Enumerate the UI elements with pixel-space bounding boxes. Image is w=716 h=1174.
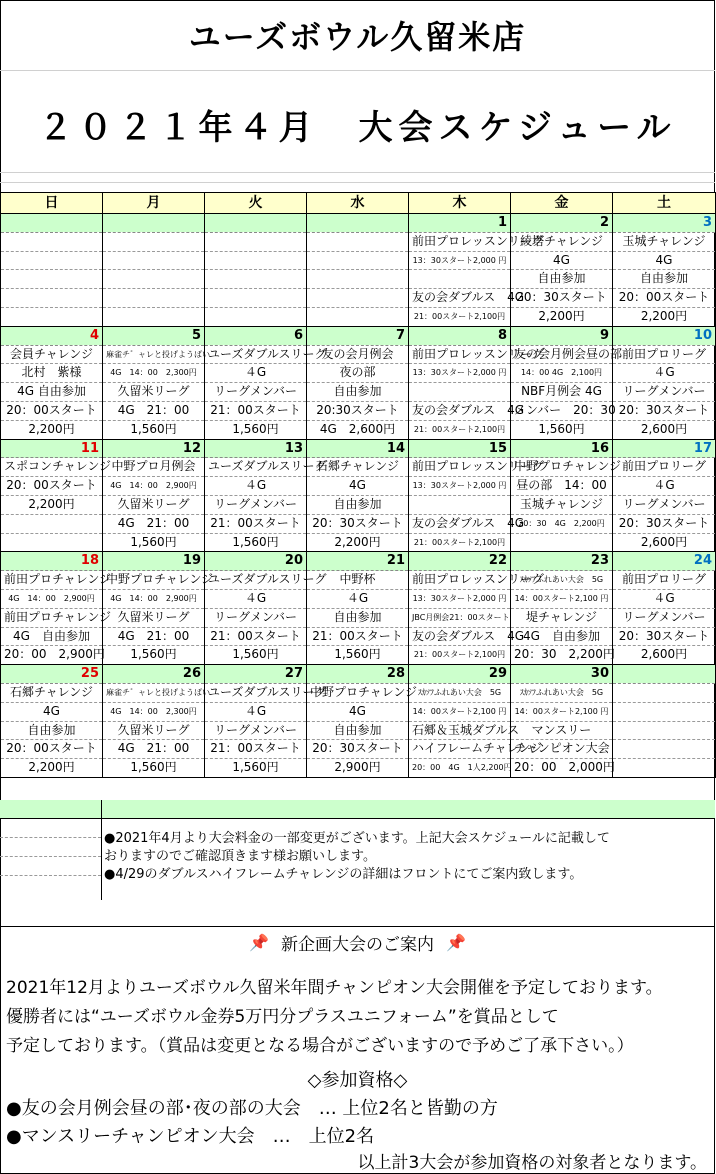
event-cell: 自由参加 xyxy=(307,495,409,514)
event-cell xyxy=(1,251,103,270)
event-cell: ４G xyxy=(613,589,716,608)
event-cell xyxy=(511,533,613,552)
event-cell xyxy=(205,289,307,308)
date-cell: 16 xyxy=(511,439,613,458)
event-cell: 夜の部 xyxy=(307,364,409,383)
date-cell: 12 xyxy=(103,439,205,458)
date-cell: 5 xyxy=(103,326,205,345)
date-cell: 4 xyxy=(1,326,103,345)
date-cell: 13 xyxy=(205,439,307,458)
event-cell: 14：00スタート2,100 円 xyxy=(511,702,613,721)
event-cell xyxy=(409,383,511,402)
date-cell: 30 xyxy=(511,665,613,684)
event-cell: 前田プロレッスンリーグ xyxy=(409,571,511,590)
event-cell: 前田プロチャレンジ xyxy=(1,608,103,627)
event-cell: 20：30スタート xyxy=(307,514,409,533)
event-cell: 20：00スタート xyxy=(1,401,103,420)
event-cell: 前田プロレッスンリーグ xyxy=(409,458,511,477)
event-cell xyxy=(307,270,409,289)
date-cell xyxy=(205,214,307,233)
event-cell xyxy=(409,270,511,289)
event-cell: 会員チャレンジ xyxy=(1,345,103,364)
event-cell: 20：00スタート xyxy=(1,477,103,496)
date-cell: 18 xyxy=(1,552,103,571)
date-cell: 17 xyxy=(613,439,716,458)
event-cell: 自由参加 xyxy=(307,608,409,627)
event-cell: 20：30スタート xyxy=(613,514,716,533)
date-cell: 7 xyxy=(307,326,409,345)
event-cell: 4G 自由参加 xyxy=(511,627,613,646)
event-cell xyxy=(409,495,511,514)
event-cell xyxy=(1,232,103,251)
date-cell: 23 xyxy=(511,552,613,571)
event-cell: 石郷＆玉城ダブルス xyxy=(409,721,511,740)
event-cell: リーグメンバー xyxy=(613,608,716,627)
event-cell: 中野杯 xyxy=(307,571,409,590)
guide-title xyxy=(0,928,715,956)
event-cell: ユーズダブルスリーグ xyxy=(205,683,307,702)
event-cell: 20：30スタート xyxy=(613,627,716,646)
event-cell xyxy=(307,251,409,270)
event-cell xyxy=(307,289,409,308)
event-cell: 1,560円 xyxy=(205,533,307,552)
event-cell xyxy=(205,251,307,270)
event-cell: 中野プロ月例会 xyxy=(103,458,205,477)
event-cell: 14：00 4G 2,100円 xyxy=(511,364,613,383)
event-cell: 4G 14：00 2,900円 xyxy=(103,477,205,496)
event-cell: 友の会ダブルス 4G xyxy=(409,401,511,420)
event-cell: 21：00スタート xyxy=(205,514,307,533)
event-cell: 4G xyxy=(613,251,716,270)
event-cell: 20：00スタート xyxy=(1,740,103,759)
event-cell xyxy=(1,514,103,533)
event-cell: 4G xyxy=(1,702,103,721)
event-cell: 2,900円 xyxy=(307,759,409,778)
guide-line: 優勝者には“ユーズボウル金券5万円分プラスユニフォーム”を賞品として xyxy=(6,1007,559,1027)
event-cell: 20：30スタート xyxy=(511,289,613,308)
event-cell: 前田プロリーグ xyxy=(613,458,716,477)
date-cell xyxy=(307,214,409,233)
event-cell: 友の会ダブルス 4G xyxy=(409,627,511,646)
event-cell: 2,600円 xyxy=(613,420,716,439)
event-cell: 麻雀チ゛ャレと投げようばい xyxy=(103,345,205,364)
date-cell: 22 xyxy=(409,552,511,571)
event-cell: 中野プロチャレンジ xyxy=(307,683,409,702)
date-cell: 9 xyxy=(511,326,613,345)
calendar-table xyxy=(0,192,716,778)
date-cell: 26 xyxy=(103,665,205,684)
event-cell: 1,560円 xyxy=(511,420,613,439)
qualification-item: ●マンスリーチャンピオン大会 … 上位2名 xyxy=(6,1126,375,1147)
date-cell: 10 xyxy=(613,326,716,345)
event-cell: 北村 紫様 xyxy=(1,364,103,383)
date-cell: 20 xyxy=(205,552,307,571)
event-cell xyxy=(103,251,205,270)
divider xyxy=(0,182,715,183)
event-cell: 21：00スタート2,100円 xyxy=(409,420,511,439)
event-cell: 21：00スタート2,100円 xyxy=(409,646,511,665)
qualification-title: ◇参加資格◇ xyxy=(307,1070,408,1091)
event-cell: 前田プロチャレンジ xyxy=(1,571,103,590)
event-cell: 自由参加 xyxy=(1,721,103,740)
event-cell xyxy=(1,307,103,326)
event-cell: 21：00スタート2,100円 xyxy=(409,307,511,326)
event-cell: 2,200円 xyxy=(613,307,716,326)
event-cell: 友の会月例会昼の部 xyxy=(511,345,613,364)
event-cell: 石郷チャレンジ xyxy=(307,458,409,477)
weekday-header: 金 xyxy=(511,193,613,214)
event-cell: 21：00スタート xyxy=(307,627,409,646)
event-cell: 中野プロチャレンジ xyxy=(103,571,205,590)
event-cell xyxy=(1,533,103,552)
event-cell xyxy=(103,307,205,326)
event-cell: NBF月例会 4G xyxy=(511,383,613,402)
event-cell xyxy=(1,270,103,289)
date-cell: 14 xyxy=(307,439,409,458)
event-cell: 友の会月例会 xyxy=(307,345,409,364)
event-cell xyxy=(103,232,205,251)
event-cell: 20：00 4G 1人2,200円 xyxy=(409,759,511,778)
event-cell xyxy=(103,289,205,308)
event-cell: 4G xyxy=(307,702,409,721)
date-cell: 8 xyxy=(409,326,511,345)
event-cell: 2,200円 xyxy=(307,533,409,552)
event-cell: 13：30スタート2,000 円 xyxy=(409,477,511,496)
event-cell: 自由参加 xyxy=(307,383,409,402)
event-cell: 2,200円 xyxy=(1,759,103,778)
event-cell: 1,560円 xyxy=(205,759,307,778)
event-cell: 前田プロリーグ xyxy=(613,345,716,364)
event-cell: 石郷チャレンジ xyxy=(1,683,103,702)
guide-line: 2021年12月よりユーズボウル久留米年間チャンピオン大会開催を予定しております。 xyxy=(6,978,663,998)
event-cell: 4G 14：00 2,900円 xyxy=(1,589,103,608)
date-cell: 25 xyxy=(1,665,103,684)
event-cell xyxy=(613,759,716,778)
event-cell: 久留米リーグ xyxy=(103,608,205,627)
event-cell: ４G xyxy=(205,702,307,721)
weekday-header: 火 xyxy=(205,193,307,214)
event-cell: 14：00スタート2,100 円 xyxy=(511,589,613,608)
store-title: ユーズボウル久留米店 xyxy=(188,18,527,56)
notes-text xyxy=(104,830,714,884)
date-cell: 24 xyxy=(613,552,716,571)
event-cell xyxy=(613,683,716,702)
event-cell xyxy=(307,307,409,326)
event-cell: 4G 21：00 xyxy=(103,740,205,759)
date-cell: 28 xyxy=(307,665,409,684)
event-cell: ４G xyxy=(205,477,307,496)
event-cell: 14：00スタート2,100 円 xyxy=(409,702,511,721)
event-cell: 20：00スタート xyxy=(613,289,716,308)
event-cell: 2,200円 xyxy=(1,495,103,514)
event-cell: 4G 自由参加 xyxy=(1,627,103,646)
event-cell: 4G 14：00 2,300円 xyxy=(103,364,205,383)
guide-line: 予定しております。（賞品は変更となる場合がございますので予めご了承下さい。） xyxy=(6,1036,634,1056)
closing-text: 以上計3大会が参加資格の対象者となります。 xyxy=(357,1153,707,1173)
event-cell: 前田プロレッスンリーグ xyxy=(409,345,511,364)
weekday-header: 日 xyxy=(1,193,103,214)
event-cell: ｽｶｿﾌふれあい大会 5G xyxy=(511,683,613,702)
event-cell: リーグメンバー xyxy=(205,721,307,740)
event-cell: 13：30スタート2,000 円 xyxy=(409,589,511,608)
event-cell: ４G xyxy=(205,589,307,608)
divider xyxy=(0,70,715,71)
event-cell xyxy=(613,702,716,721)
event-cell: 自由参加 xyxy=(613,270,716,289)
event-cell: 2,200円 xyxy=(511,307,613,326)
event-cell: 前田プロレッスンリーグ xyxy=(409,232,511,251)
divider xyxy=(0,926,715,927)
event-cell: 4G 21：00 xyxy=(103,514,205,533)
event-cell xyxy=(205,232,307,251)
event-cell: 4G xyxy=(511,251,613,270)
notes-section xyxy=(0,800,715,900)
date-cell: 3 xyxy=(613,214,716,233)
event-cell: ｽｶｿﾌふれあい大会 5G xyxy=(409,683,511,702)
event-cell: 20：00 2,900円 xyxy=(1,646,103,665)
event-cell: JBC月例会21：00スタート xyxy=(409,608,511,627)
event-cell: 綾塔チャレンジ xyxy=(511,232,613,251)
event-cell: メンバー 20：30 xyxy=(511,401,613,420)
date-cell: 19 xyxy=(103,552,205,571)
event-cell: ユーズダブルスリーグ xyxy=(205,458,307,477)
event-cell: 4G 21：00 xyxy=(103,401,205,420)
event-cell: 昼の部 14：00 xyxy=(511,477,613,496)
event-cell: 前田プロリーグ xyxy=(613,571,716,590)
event-cell: 21：00スタート xyxy=(205,740,307,759)
weekday-header: 月 xyxy=(103,193,205,214)
event-cell: 20：30 4G 2,200円 xyxy=(511,514,613,533)
event-cell: 4G 自由参加 xyxy=(1,383,103,402)
event-cell: スポコンチャレンジ xyxy=(1,458,103,477)
event-cell: ４G xyxy=(205,364,307,383)
event-cell: リーグメンバー xyxy=(205,608,307,627)
event-cell: 1,560円 xyxy=(103,420,205,439)
event-cell: リーグメンバー xyxy=(613,495,716,514)
event-cell: 4G 14：00 2,900円 xyxy=(103,589,205,608)
event-cell: 久留米リーグ xyxy=(103,495,205,514)
date-cell: 11 xyxy=(1,439,103,458)
event-cell: リーグメンバー xyxy=(613,383,716,402)
notes-left-column xyxy=(0,800,102,900)
pushpin-icon: 📌 xyxy=(249,932,269,952)
event-cell: ユーズダブルスリーグ xyxy=(205,571,307,590)
event-cell: 20:30スタート xyxy=(307,401,409,420)
event-cell xyxy=(205,270,307,289)
weekday-header: 土 xyxy=(613,193,716,214)
date-cell: 21 xyxy=(307,552,409,571)
event-cell: 1,560円 xyxy=(205,646,307,665)
event-cell: 20：30 2,200円 xyxy=(511,646,613,665)
event-cell: 玉城チャレンジ xyxy=(511,495,613,514)
date-cell: 27 xyxy=(205,665,307,684)
event-cell: 堤チャレンジ xyxy=(511,608,613,627)
event-cell: 玉城チャレンジ xyxy=(613,232,716,251)
event-cell: 久留米リーグ xyxy=(103,721,205,740)
weekday-header: 水 xyxy=(307,193,409,214)
date-cell: 1 xyxy=(409,214,511,233)
note-line: ●4/29のダブルスハイフレームチャレンジの詳細はフロントにてご案内致します。 xyxy=(104,867,583,882)
event-cell xyxy=(205,307,307,326)
event-cell xyxy=(613,740,716,759)
event-cell: ４G xyxy=(613,477,716,496)
note-line: ●2021年4月より大会料金の一部変更がございます。上記大会スケジュールに記載して xyxy=(104,831,610,846)
event-cell xyxy=(307,232,409,251)
event-cell: ４G xyxy=(613,364,716,383)
event-cell: 13：30スタート2,000 円 xyxy=(409,364,511,383)
event-cell xyxy=(103,270,205,289)
qualification-item: ●友の会月例会昼の部･夜の部の大会 … 上位2名と皆勤の方 xyxy=(6,1098,498,1119)
date-cell xyxy=(1,214,103,233)
event-cell: 1,560円 xyxy=(103,759,205,778)
pushpin-icon: 📌 xyxy=(446,932,466,952)
spacer-row xyxy=(0,800,715,819)
event-cell: リーグメンバー xyxy=(205,495,307,514)
event-cell: ｽｶｿﾌふれあい大会 5G xyxy=(511,571,613,590)
event-cell: 13：30スタート2,000 円 xyxy=(409,251,511,270)
event-cell: 1,560円 xyxy=(205,420,307,439)
event-cell: 4G 2,600円 xyxy=(307,420,409,439)
event-cell: 友の会ダブルス 4G xyxy=(409,514,511,533)
schedule-title: ２０２１年４月 大会スケジュール xyxy=(38,107,677,148)
event-cell: 友の会ダブルス 4G xyxy=(409,289,511,308)
divider xyxy=(0,172,715,173)
event-cell: 久留米リーグ xyxy=(103,383,205,402)
event-cell: 21：00スタート2,100円 xyxy=(409,533,511,552)
note-line: おりますのでご確認頂きます様お願いします。 xyxy=(104,849,376,864)
event-cell xyxy=(1,289,103,308)
date-cell: 6 xyxy=(205,326,307,345)
event-cell: 4G xyxy=(307,477,409,496)
event-cell: 中野プロチャレンジ xyxy=(511,458,613,477)
event-cell: 20：00 2,000円 xyxy=(511,759,613,778)
event-cell: ユーズダブルスリーグ xyxy=(205,345,307,364)
event-cell: 自由参加 xyxy=(307,721,409,740)
event-cell: 21：00スタート xyxy=(205,401,307,420)
event-cell: ４G xyxy=(307,589,409,608)
weekday-header: 木 xyxy=(409,193,511,214)
event-cell: 1,560円 xyxy=(103,533,205,552)
event-cell: 2,600円 xyxy=(613,646,716,665)
event-cell: 21：00スタート xyxy=(205,627,307,646)
event-cell: 2,200円 xyxy=(1,420,103,439)
event-cell: 20：30スタート xyxy=(613,401,716,420)
event-cell: 2,600円 xyxy=(613,533,716,552)
event-cell: 麻雀チ゛ャレと投げようばい xyxy=(103,683,205,702)
guide-title-text: 新企画大会のご案内 xyxy=(281,934,434,955)
event-cell: 4G 21：00 xyxy=(103,627,205,646)
event-cell: 自由参加 xyxy=(511,270,613,289)
event-cell: 1,560円 xyxy=(307,646,409,665)
event-cell: チャンピオン大会 xyxy=(511,740,613,759)
event-cell: リーグメンバー xyxy=(205,383,307,402)
event-cell xyxy=(613,721,716,740)
date-cell: 2 xyxy=(511,214,613,233)
event-cell: 20：30スタート xyxy=(307,740,409,759)
date-cell xyxy=(613,665,716,684)
event-cell: 4G 14：00 2,300円 xyxy=(103,702,205,721)
event-cell: 1,560円 xyxy=(103,646,205,665)
date-cell: 29 xyxy=(409,665,511,684)
date-cell xyxy=(103,214,205,233)
date-cell: 15 xyxy=(409,439,511,458)
event-cell: マンスリー xyxy=(511,721,613,740)
event-cell: ハイフレームチャレンジ xyxy=(409,740,511,759)
